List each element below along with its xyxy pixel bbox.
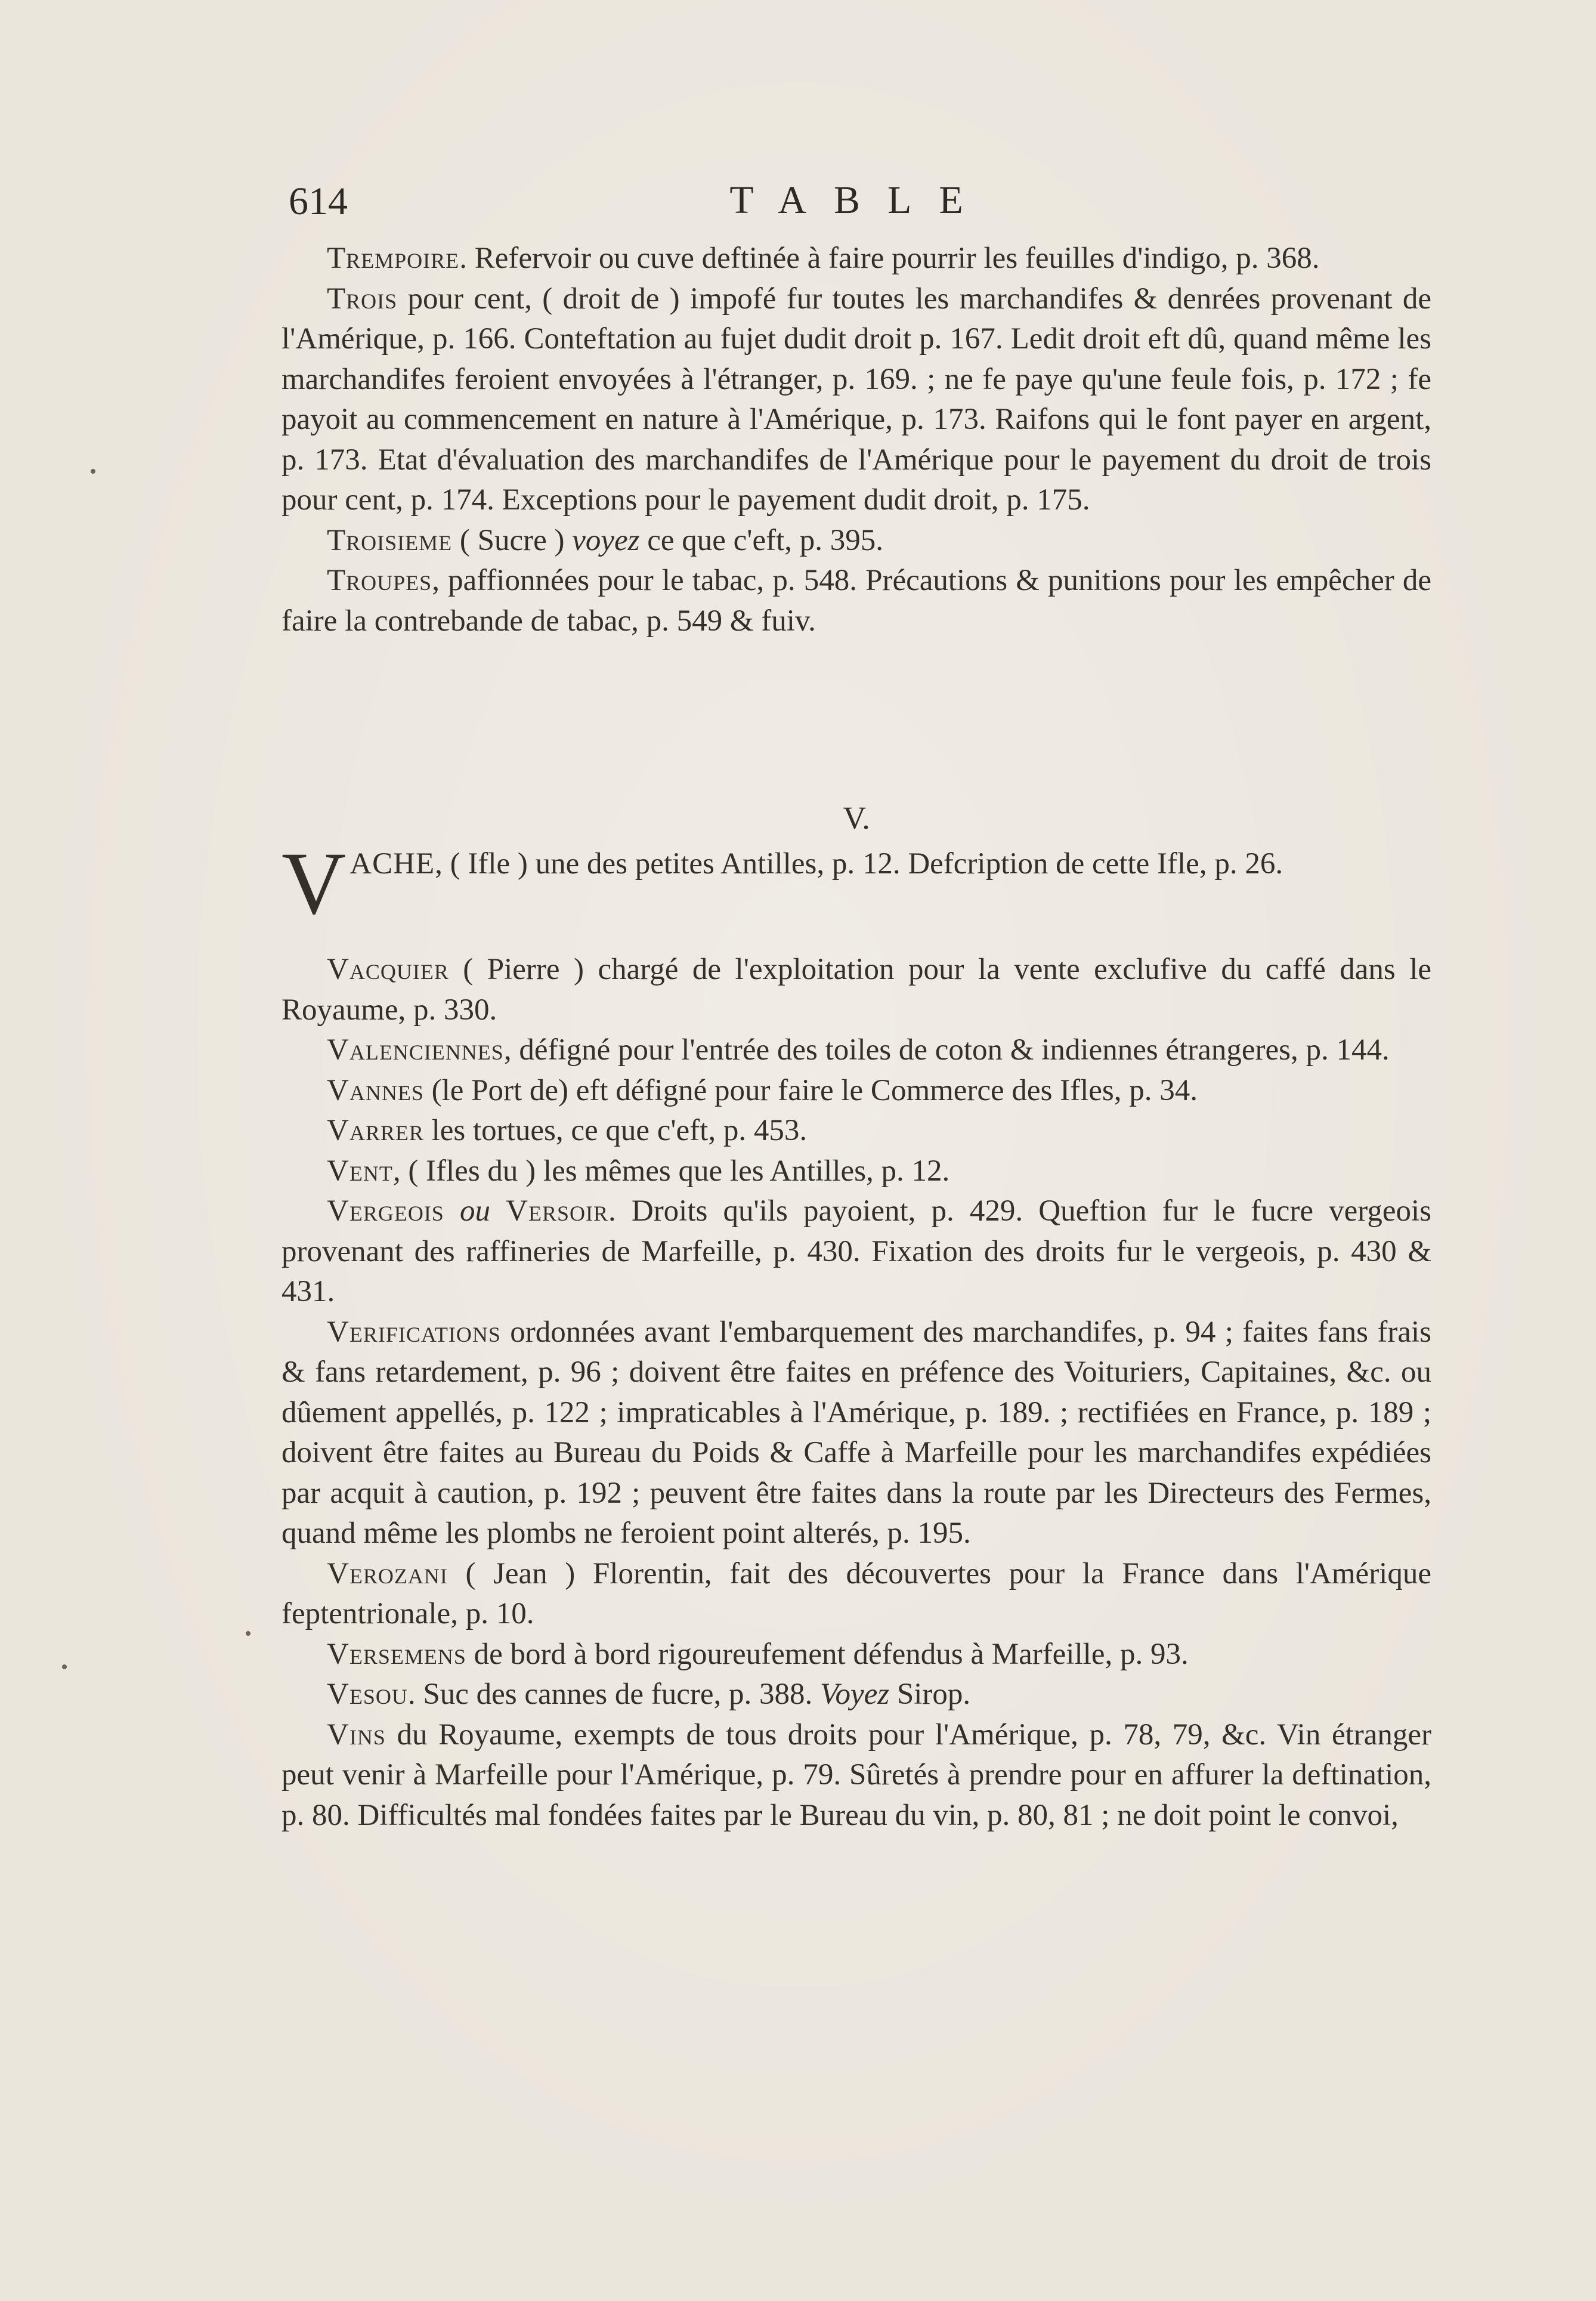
entry-text: ( Jean ) Florentin, fait des découvertes pour la France dans l'Amérique feptentrionale, p. 10.	[282, 1556, 1431, 1630]
entry-text: ce que c'eft, p. 395.	[639, 523, 884, 557]
index-entry	[282, 1635, 1431, 1675]
running-title: TABLE	[729, 178, 991, 222]
index-entry	[282, 1111, 1431, 1151]
entry-text: . Droits qu'ils payoient, p. 429. Queftion fur le fucre vergeois provenant des raffineries de Marfeille, p. 430. Fixation des droits fur le vergeois, p. 430 & 431.	[282, 1194, 1432, 1308]
index-entry	[282, 950, 1431, 1030]
paper-speck	[62, 1664, 67, 1669]
entry-text: , paffionnées pour le tabac, p. 548. Précautions & punitions pour les empêcher de faire la contrebande de tabac, p. 549 & fuiv.	[282, 564, 1431, 638]
index-entry	[282, 1675, 1431, 1715]
paper-speck	[91, 469, 95, 474]
entry-headword: Vacquier	[327, 953, 449, 986]
entry-text: Sirop.	[889, 1678, 971, 1711]
entry-text: ( Pierre ) chargé de l'exploitation pour la vente exclufive du caffé dans le Royaume, p. 330.	[282, 953, 1431, 1027]
entry-headword: ACHE	[349, 847, 435, 881]
entry-crossref: voyez	[572, 523, 640, 557]
entry-text: les tortues, ce que c'eft, p. 453.	[423, 1114, 808, 1147]
entry-text: , ( Ifle ) une des petites Antilles, p. 12. Defcription de cette Ifle, p. 26.	[435, 847, 1283, 881]
entry-text: ( Sucre )	[452, 523, 573, 557]
drop-capital: V	[282, 834, 347, 933]
entry-headword: Vesou	[327, 1678, 408, 1711]
index-entry	[282, 1715, 1431, 1836]
page-number: 614	[289, 180, 348, 223]
entry-headword: Vergeois	[327, 1194, 444, 1228]
index-entry	[282, 561, 1431, 641]
index-entry	[282, 1151, 1431, 1192]
entry-headword: Troupes	[327, 564, 432, 597]
index-entry	[282, 1312, 1431, 1554]
entry-headword: Valenciennes	[327, 1033, 504, 1067]
index-entry	[282, 1191, 1431, 1312]
index-entry	[282, 1071, 1431, 1111]
entry-text: du Royaume, exempts de tous droits pour l'Amérique, p. 78, 79, &c. Vin étranger peut venir à Marfeille pour l'Amérique, p. 79. Sûretés à prendre pour en affurer la deftination, p. 80. Difficultés mal fondées faites par le Bureau du vin, p. 80, 81 ; ne doit point le convoi,	[282, 1718, 1431, 1832]
entry-crossref: Voyez	[819, 1678, 890, 1711]
index-entries-v	[282, 950, 1431, 1836]
section-heading-v: V.	[843, 800, 870, 836]
entry-text: ordonnées avant l'embarquement des marchandifes, p. 94 ; faites fans frais & fans retardement, p. 96 ; doivent être faites en préfence des Voituriers, Capitaines, &c. ou dûement appellés, p. 122 ; impraticables à l'Amérique, p. 189. ; rectifiées en France, p. 189 ; doivent être faites au Bureau du Poids & Caffe à Marfeille pour les marchandifes expédiées par acquit à caution, p. 192 ; peuvent être faites dans la route par les Directeurs des Fermes, quand même les plombs ne feroient point alterés, p. 195.	[282, 1315, 1431, 1550]
entry-text: pour cent, ( droit de ) impofé fur toutes les marchandifes & denrées provenant de l'Amérique, p. 166. Conteftation au fujet dudit droit p. 167. Ledit droit eft dû, quand même les marchandifes feroient envoyées à l'étranger, p. 169. ; ne fe paye qu'une feule fois, p. 172 ; fe payoit au commencement en nature à l'Amérique, p. 173. Raifons qui le font payer en argent, p. 173. Etat d'évaluation des marchandifes de l'Amérique pour le payement du droit de trois pour cent, p. 174. Exceptions pour le payement dudit droit, p. 175.	[282, 282, 1431, 517]
index-entry	[282, 1554, 1431, 1635]
entry-headword: Trois	[327, 282, 398, 316]
entry-text: de bord à bord rigoureufement défendus à Marfeille, p. 93.	[466, 1637, 1189, 1671]
entry-headword: Trempoire	[327, 242, 460, 275]
entry-connector: ou	[459, 1194, 490, 1228]
index-entries-t	[282, 239, 1431, 641]
entry-headword: Verozani	[327, 1556, 448, 1590]
index-entry	[282, 1030, 1431, 1071]
page-header	[282, 173, 1439, 227]
index-entry	[282, 279, 1431, 521]
entry-headword: Vannes	[327, 1073, 424, 1107]
paper-speck	[246, 1631, 250, 1636]
entry-headword: Versemens	[327, 1637, 466, 1671]
entry-text: , défigné pour l'entrée des toiles de coton & indiennes étrangeres, p. 144.	[503, 1033, 1390, 1067]
entry-text: , ( Ifles du ) les mêmes que les Antilles, p. 12.	[392, 1154, 950, 1188]
entry-headword: Varrer	[327, 1114, 424, 1147]
entry-headword: Vins	[327, 1718, 386, 1752]
entry-headword: Troisieme	[327, 523, 453, 557]
entry-text: . Refervoir ou cuve deftinée à faire pourrir les feuilles d'indigo, p. 368.	[459, 242, 1320, 275]
entry-text: (le Port de) eft défigné pour faire le Commerce des Ifles, p. 34.	[423, 1073, 1198, 1107]
entry-headword: Versoir	[506, 1194, 608, 1228]
index-entry	[282, 239, 1431, 279]
entry-text: . Suc des cannes de fucre, p. 388.	[407, 1678, 820, 1711]
index-entry-dropcap	[282, 834, 1431, 933]
entry-headword: Vent	[327, 1154, 393, 1188]
entry-headword: Verifications	[327, 1315, 501, 1349]
index-entry	[282, 521, 1431, 561]
